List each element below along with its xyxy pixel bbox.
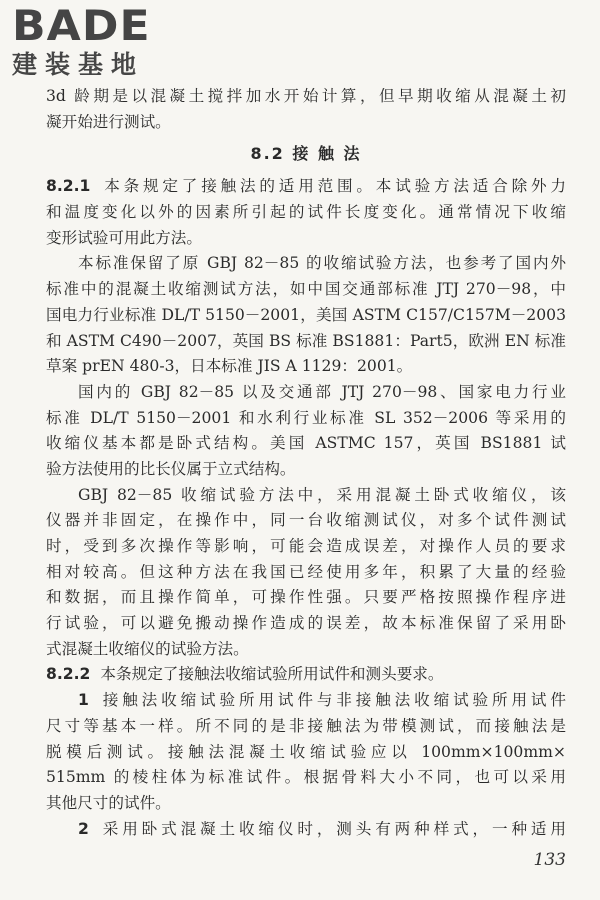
clause-first-line — [46, 662, 566, 688]
item-first-line — [46, 688, 566, 714]
text-line: 变形试验可用此方法。 — [46, 228, 202, 247]
text-line: 行试验，可以避免搬动操作造成的误差，故本标准保留了采用卧 — [46, 614, 566, 633]
text-line: 国内的 GBJ 82－85 以及交通部 JTJ 270－98、国家电力行业 — [78, 382, 566, 401]
text-line: 时，受到多次操作等影响，可能会造成误差，对操作人员的要求 — [46, 537, 566, 555]
text-line: GBJ 82－85 收缩试验方法中，采用混凝土卧式收缩仪，该 — [78, 485, 566, 504]
clause-first-line — [46, 174, 566, 200]
text-line: 草案 prEN 480-3，日本标准 JIS A 1129：2001。 — [46, 357, 413, 376]
text-line: 和数据，而且操作简单，可操作性强。只要严格按照操作程序进 — [46, 588, 566, 607]
item-first-line — [46, 817, 566, 843]
paragraph-instrument-types — [46, 380, 566, 483]
clause-number: 8.2.1 — [46, 177, 91, 196]
clause-number: 8.2.2 — [46, 665, 91, 684]
text-line: 515mm 的棱柱体为标准试件。根据骨料大小不同，也可以采用 — [46, 768, 566, 787]
text-line: 仪器并非固定，在操作中，同一台收缩测试仪，对多个试件测试 — [46, 511, 566, 530]
clause-8-2-1 — [46, 174, 566, 251]
text-line: 收缩仪基本都是卧式结构。美国 ASTMC 157，英国 BS1881 试 — [46, 434, 566, 453]
item-1 — [46, 688, 566, 816]
text-line: 尺寸等基本一样。所不同的是非接触法为带模测试，而接触法是 — [46, 716, 566, 735]
document-body — [46, 84, 566, 842]
text-line: 相对较高。但这种方法在我国已经使用多年，积累了大量的经验 — [46, 562, 566, 581]
item-number: 1 — [78, 691, 89, 710]
text-line: 其他尺寸的试件。 — [46, 793, 171, 812]
page-number: 133 — [533, 850, 566, 870]
text-line: 接触法收缩试验所用试件与非接触法收缩试验所用试件 — [98, 691, 566, 710]
text-line: 式混凝土收缩仪的试验方法。 — [46, 639, 249, 658]
text-line: 本条规定了接触法的适用范围。本试验方法适合除外力 — [100, 177, 566, 196]
text-line: 和 ASTM C490－2007，英国 BS 标准 BS1881：Part5，欧洲 EN 标准 — [46, 331, 566, 350]
text-line: 标准中的混凝土收缩测试方法，如中国交通部标准 JTJ 270－98，中 — [46, 280, 566, 299]
text-line: 采用卧式混凝土收缩仪时，测头有两种样式，一种适用 — [98, 819, 566, 838]
logo-text-en: BADE — [12, 1, 151, 50]
text-line: 标准 DL/T 5150－2001 和水利行业标准 SL 352－2006 等采用的 — [46, 408, 566, 427]
item-2 — [46, 817, 566, 843]
text-line: 验方法使用的比长仪属于立式结构。 — [46, 459, 296, 478]
logo-text-cn: 建装基地 — [12, 50, 145, 79]
item-number: 2 — [78, 819, 89, 838]
text-line: 本条规定了接触法收缩试验所用试件和测头要求。 — [100, 665, 444, 684]
bade-logo — [12, 1, 182, 82]
text-line: 脱模后测试。接触法混凝土收缩试验应以 100mm×100mm× — [46, 742, 566, 761]
paragraph-standards — [46, 251, 566, 379]
intro-paragraph — [46, 84, 566, 135]
section-title: 8.2 接 触 法 — [250, 144, 362, 164]
clause-8-2-2 — [46, 662, 566, 688]
paragraph-gbj-method — [46, 483, 566, 663]
text-line: 3d 龄期是以混凝土搅拌加水开始计算，但早期收缩从混凝土初 — [46, 87, 566, 105]
text-line: 本标准保留了原 GBJ 82－85 的收缩试验方法，也参考了国内外 — [78, 254, 566, 273]
text-line: 和温度变化以外的因素所引起的试件长度变化。通常情况下收缩 — [46, 203, 566, 222]
text-line: 凝开始进行测试。 — [46, 112, 171, 131]
text-line: 国电力行业标准 DL/T 5150－2001，美国 ASTM C157/C157M－2003 — [46, 305, 566, 324]
